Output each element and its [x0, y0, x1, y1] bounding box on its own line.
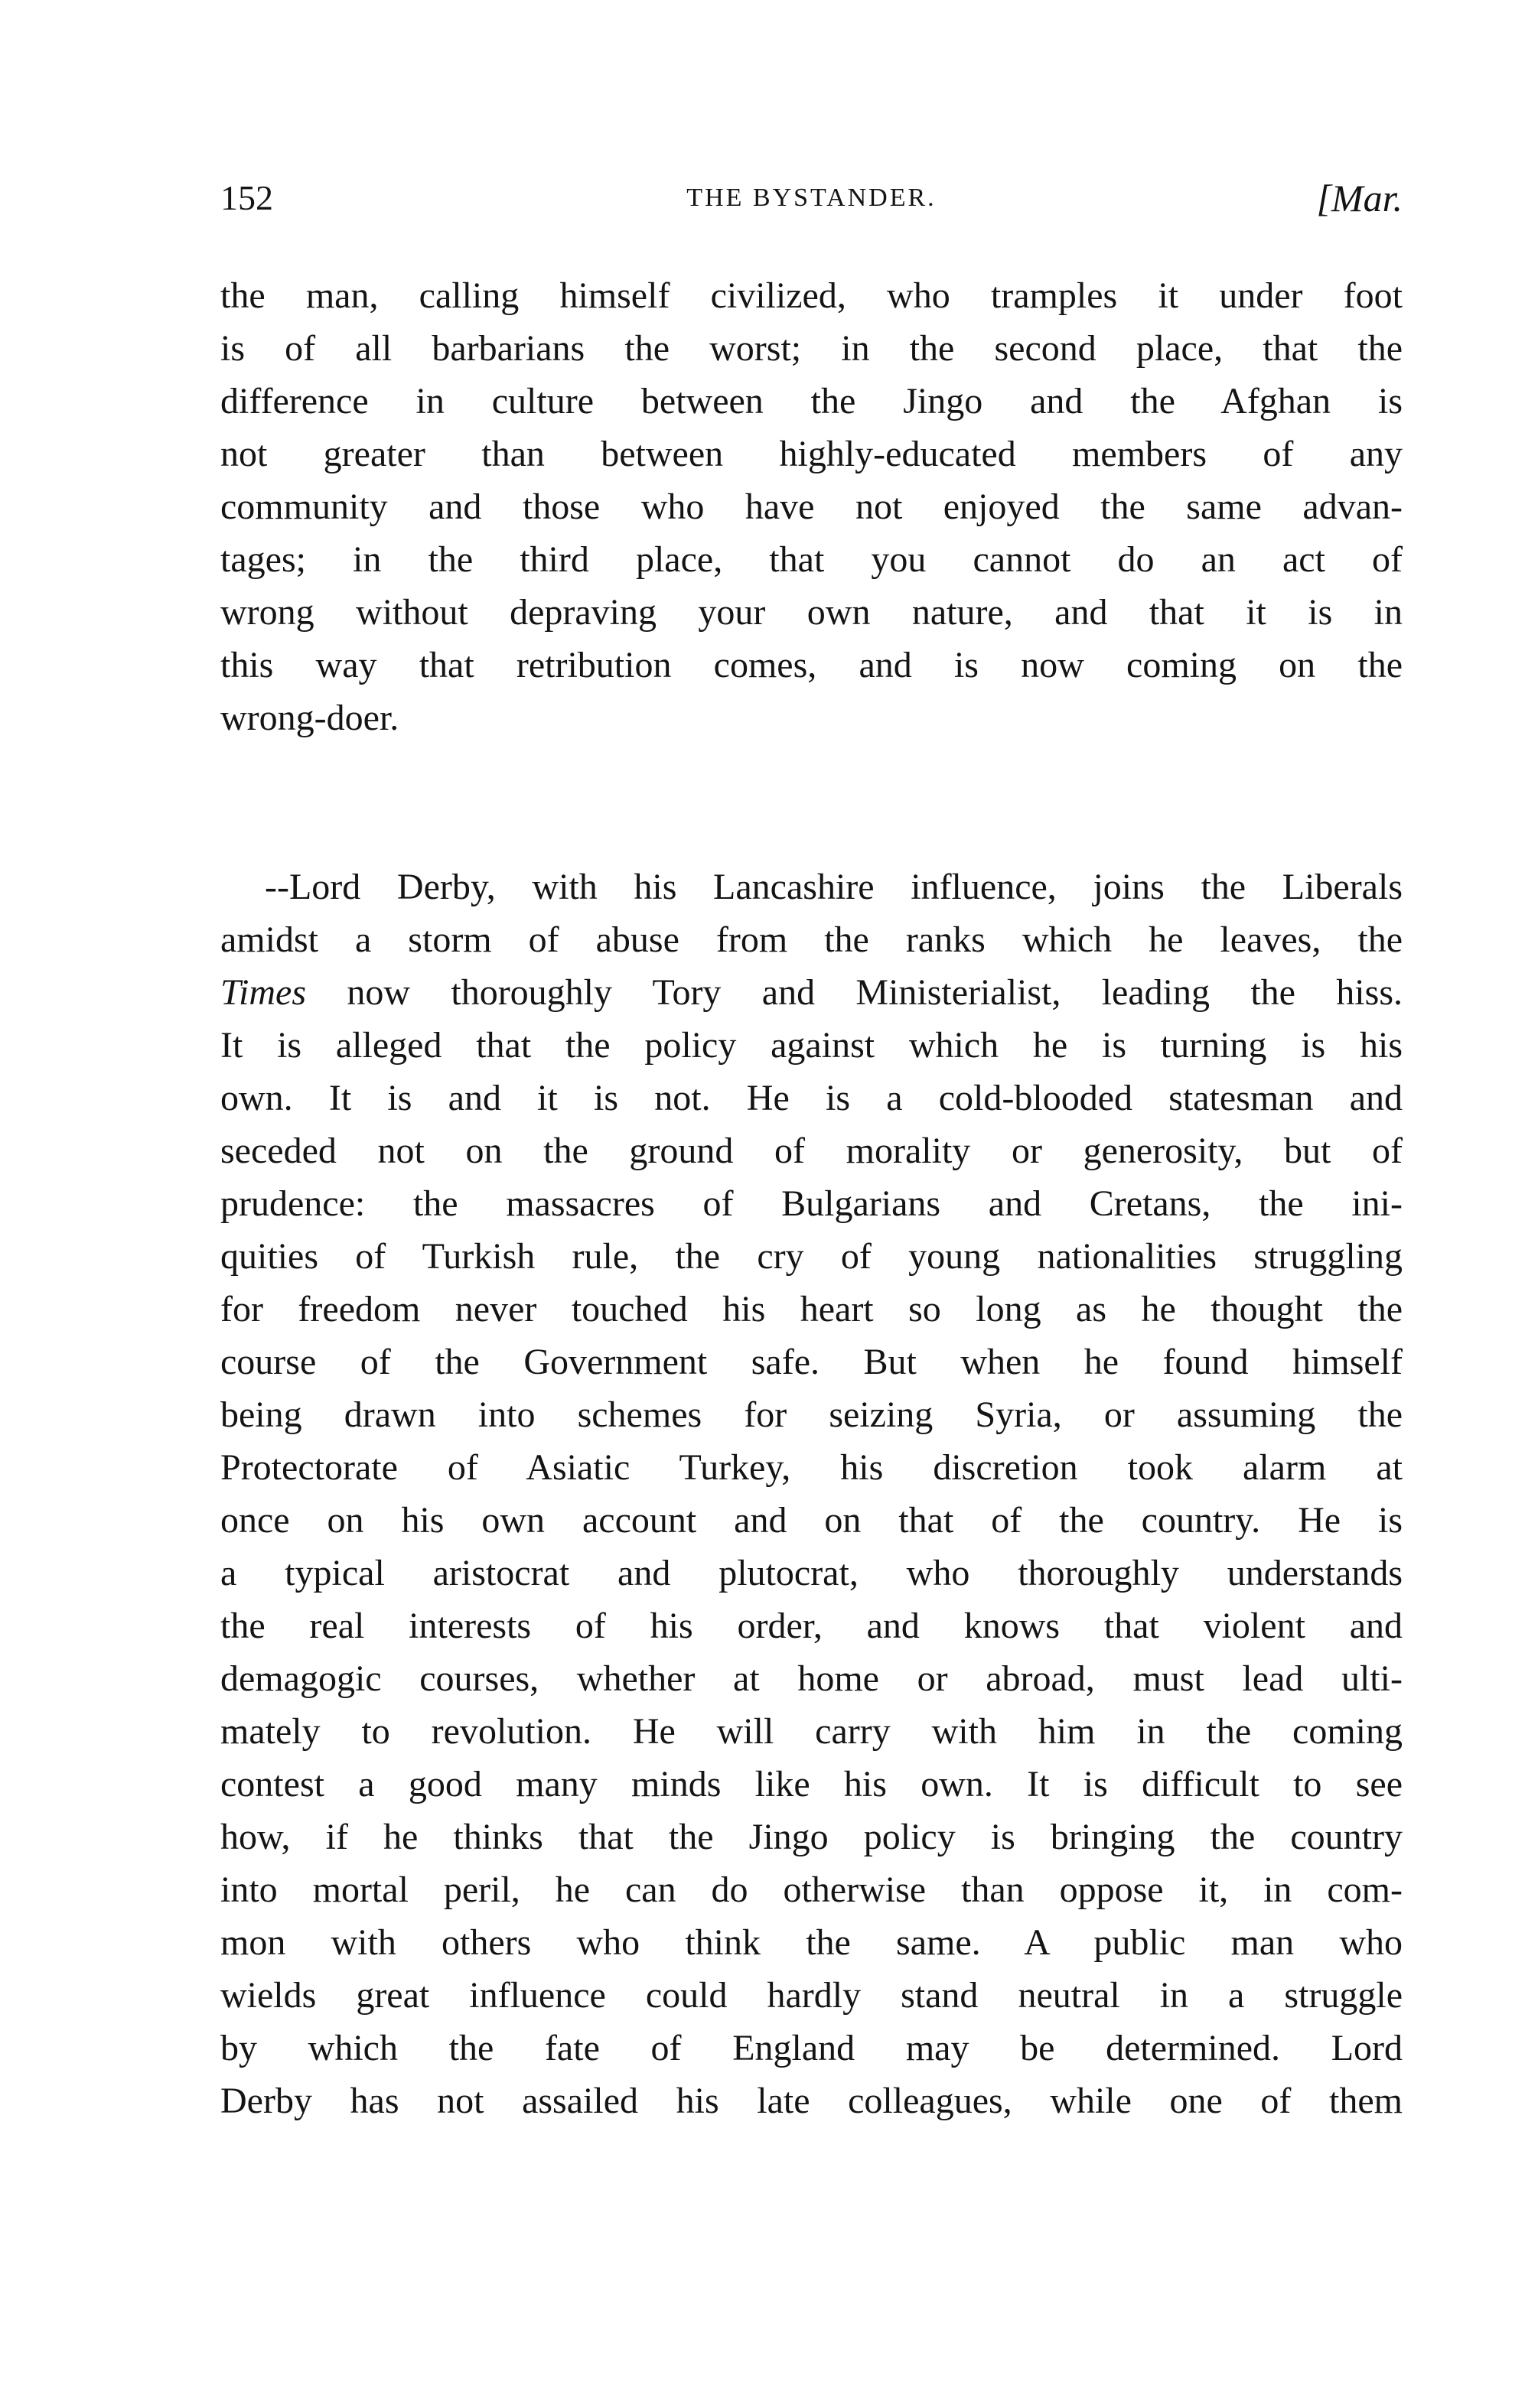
text-line: prudence: the massacres of Bulgarians and Cretans, the ini- [220, 1183, 1403, 1224]
text-line: this way that retribution comes, and is now coming on the [220, 645, 1403, 685]
section-mark: [Mar. [1316, 177, 1403, 220]
text-line: own. It is and it is not. He is a cold-blooded statesman and [220, 1078, 1403, 1118]
text-line: quities of Turkish rule, the cry of young nationalities struggling [220, 1236, 1403, 1277]
text-line: wrong without depraving your own nature, and that it is in [220, 592, 1403, 633]
paragraph-lord-derby [220, 861, 1403, 2127]
paragraph-continued [220, 269, 1403, 744]
text-line: demagogic courses, whether at home or abroad, must lead ulti- [220, 1658, 1403, 1699]
text-line: seceded not on the ground of morality or generosity, but of [220, 1131, 1403, 1171]
text-line: course of the Government safe. But when he found himself [220, 1342, 1403, 1382]
text-line: a typical aristocrat and plutocrat, who thoroughly understands [220, 1553, 1403, 1593]
text-line: amidst a storm of abuse from the ranks which he leaves, the [220, 919, 1403, 960]
text-line: the real interests of his order, and knows that violent and [220, 1606, 1403, 1646]
text-line: mon with others who think the same. A public man who [220, 1922, 1403, 1963]
text-line-with-italic [220, 966, 1403, 1019]
text-line: --Lord Derby, with his Lancashire influence, joins the Liberals [265, 867, 1403, 907]
text-line: for freedom never touched his heart so long as he thought the [220, 1289, 1403, 1329]
text-line: into mortal peril, he can do otherwise than oppose it, in com- [220, 1869, 1403, 1910]
text-line: once on his own account and on that of the country. He is [220, 1500, 1403, 1541]
text-line: Derby has not assailed his late colleagues, while one of them [220, 2081, 1403, 2121]
running-head: THE BYSTANDER. [686, 184, 937, 212]
text-line: by which the fate of England may be determined. Lord [220, 2028, 1403, 2068]
text-line: tages; in the third place, that you cannot do an act of [220, 539, 1403, 580]
text-line: not greater than between highly-educated members of any [220, 434, 1403, 474]
text-line: wields great influence could hardly stand neutral in a struggle [220, 1975, 1403, 2016]
text-line: contest a good many minds like his own. It is difficult to see [220, 1764, 1403, 1804]
text-line: mately to revolution. He will carry with him in the coming [220, 1711, 1403, 1752]
text-line: how, if he thinks that the Jingo policy is bringing the country [220, 1817, 1403, 1857]
page-number: 152 [220, 178, 273, 217]
text-line: being drawn into schemes for seizing Syria, or assuming the [220, 1394, 1403, 1435]
text-segment: now thoroughly Tory and Ministerialist, leading the hiss. [306, 972, 1403, 1013]
text-line: community and those who have not enjoyed the same advan- [220, 486, 1403, 527]
text-line: It is alleged that the policy against which he is turning is his [220, 1025, 1403, 1066]
text-line: Protectorate of Asiatic Turkey, his discretion took alarm at [220, 1447, 1403, 1488]
page-header [220, 177, 1403, 231]
text-line: the man, calling himself civilized, who tramples it under foot [220, 275, 1403, 316]
text-line: difference in culture between the Jingo and the Afghan is [220, 381, 1403, 421]
text-line: is of all barbarians the worst; in the second place, that the [220, 328, 1403, 369]
italic-times: Times [220, 972, 307, 1013]
text-line: wrong-doer. [220, 698, 399, 738]
